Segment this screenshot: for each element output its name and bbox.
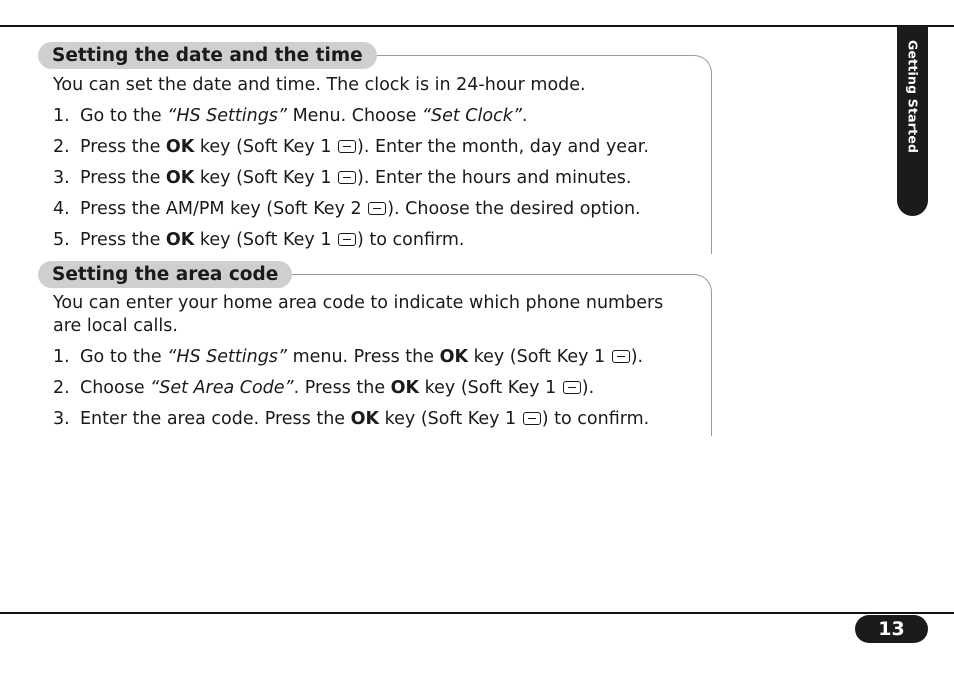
step-text: key (Soft Key 1	[194, 168, 338, 188]
step-number: 5.	[53, 230, 70, 250]
step-text: ) to confirm.	[541, 409, 650, 429]
step-text: Enter the area code. Press the	[80, 409, 351, 429]
section-body	[38, 292, 712, 431]
step-text: ). Enter the hours and minutes.	[357, 168, 632, 188]
section-heading: Setting the area code	[38, 261, 292, 288]
list-item	[53, 104, 712, 128]
section-body	[38, 73, 712, 252]
chapter-tab-label: Getting Started	[905, 40, 920, 154]
step-text: Menu. Choose	[287, 106, 422, 126]
soft-key-icon	[523, 412, 541, 425]
menu-name: “HS Settings”	[167, 347, 287, 367]
list-item	[53, 376, 712, 400]
ok-key-label: OK	[439, 347, 469, 367]
section-heading: Setting the date and the time	[38, 42, 377, 69]
step-text: ).	[581, 378, 595, 398]
step-text: key (Soft Key 1	[468, 347, 611, 367]
steps-list	[53, 104, 712, 252]
list-item	[53, 197, 712, 221]
menu-name: “HS Settings”	[167, 106, 287, 126]
list-item	[53, 166, 712, 190]
step-text: ). Enter the month, day and year.	[357, 137, 649, 157]
chapter-tab	[897, 26, 928, 216]
step-text: .	[521, 106, 528, 126]
top-rule	[0, 25, 954, 27]
step-number: 1.	[53, 106, 70, 126]
list-item	[53, 228, 712, 252]
step-text: Choose	[80, 378, 151, 398]
ok-key-label: OK	[390, 378, 420, 398]
step-text: Press the	[80, 230, 166, 250]
soft-key-icon	[563, 381, 581, 394]
step-text: . Press the	[293, 378, 391, 398]
step-text: ) to confirm.	[357, 230, 465, 250]
step-text: Press the	[80, 137, 166, 157]
step-text: ). Choose the desired option.	[387, 199, 641, 219]
steps-list	[53, 345, 712, 431]
step-text: key (Soft Key 1	[194, 137, 338, 157]
step-text: Press the	[80, 168, 166, 188]
bottom-rule	[0, 612, 954, 614]
ok-key-label: OK	[165, 168, 195, 188]
menu-option: “Set Clock”	[421, 106, 522, 126]
step-text: Press the AM/PM key (Soft Key 2	[80, 199, 368, 219]
step-number: 3.	[53, 409, 70, 429]
list-item	[53, 135, 712, 159]
ok-key-label: OK	[350, 409, 380, 429]
step-number: 2.	[53, 137, 70, 157]
page-number: 13	[855, 615, 928, 643]
section-date-time	[38, 42, 712, 254]
list-item	[53, 407, 712, 431]
section-intro: You can enter your home area code to indicate which phone numbers are local calls.	[53, 293, 664, 336]
ok-key-label: OK	[165, 137, 195, 157]
soft-key-icon	[338, 171, 356, 184]
ok-key-label: OK	[165, 230, 195, 250]
step-text: key (Soft Key 1	[379, 409, 522, 429]
step-text: ).	[630, 347, 644, 367]
menu-option: “Set Area Code”	[150, 378, 294, 398]
step-text: key (Soft Key 1	[194, 230, 338, 250]
step-number: 2.	[53, 378, 70, 398]
soft-key-icon	[368, 202, 386, 215]
list-item	[53, 345, 712, 369]
step-text: menu. Press the	[287, 347, 440, 367]
soft-key-icon	[338, 233, 356, 246]
step-text: Go to the	[80, 106, 168, 126]
step-text: Go to the	[80, 347, 168, 367]
step-number: 4.	[53, 199, 70, 219]
section-area-code	[38, 261, 712, 436]
step-number: 3.	[53, 168, 70, 188]
step-number: 1.	[53, 347, 70, 367]
step-text: key (Soft Key 1	[419, 378, 562, 398]
soft-key-icon	[338, 140, 356, 153]
section-intro: You can set the date and time. The clock is in 24-hour mode.	[53, 75, 586, 95]
soft-key-icon	[612, 350, 630, 363]
